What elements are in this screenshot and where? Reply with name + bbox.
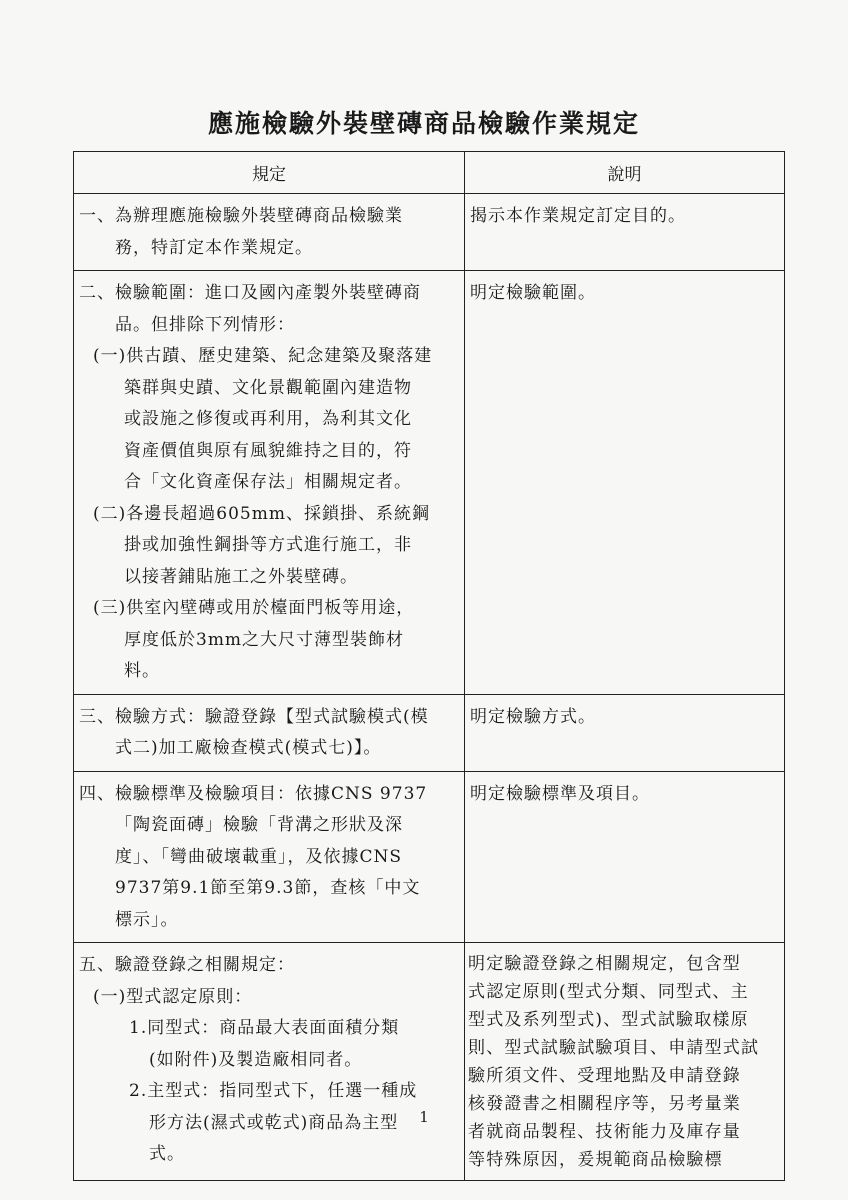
header-explanation: 說明 <box>465 152 785 194</box>
explanation-line: 明定檢驗範圍。 <box>470 283 596 303</box>
rule-line: 「陶瓷面磚」檢驗「背溝之形狀及深 <box>115 815 403 835</box>
explanation-line: 明定驗證登錄之相關規定，包含型 <box>468 954 741 974</box>
explanation-cell <box>465 694 785 771</box>
rule-line: 式。 <box>149 1144 185 1164</box>
rule-line: 以接著鋪貼施工之外裝壁磚。 <box>124 566 358 587</box>
table-header-row <box>74 152 785 194</box>
explanation-line: 驗所須文件、受理地點及申請登錄 <box>468 1066 741 1086</box>
rule-line: 築群與史蹟、文化景觀範圍內建造物 <box>124 377 412 398</box>
explanation-cell <box>465 271 785 695</box>
explanation-line: 明定檢驗方式。 <box>470 706 596 727</box>
explanation-line: 者就商品製程、技術能力及庫存量 <box>468 1122 741 1142</box>
rule-cell <box>74 943 465 1181</box>
rule-cell <box>74 271 465 695</box>
table-row <box>74 271 785 695</box>
rule-line: 度」、「彎曲破壞載重」，及依據CNS <box>115 846 403 867</box>
rule-line: 二、檢驗範圍：進口及國內產製外裝壁磚商 <box>79 283 421 303</box>
page-title: 應施檢驗外裝壁磚商品檢驗作業規定 <box>207 109 640 138</box>
rule-line: 資產價值與原有風貌維持之目的，符 <box>124 440 412 461</box>
table-row <box>74 694 785 771</box>
explanation-line: 核發證書之相關程序等，另考量業 <box>468 1094 741 1114</box>
rule-subitem-line: (一)型式認定原則： <box>93 986 253 1007</box>
explanation-line: 則、型式試驗試驗項目、申請型式試 <box>468 1038 760 1058</box>
rule-line: 料。 <box>124 661 160 681</box>
rule-subitem-line: (一)供古蹟、歷史建築、紀念建築及聚落建 <box>93 346 433 366</box>
explanation-line: 明定檢驗標準及項目。 <box>470 783 650 804</box>
rule-line: 式二)加工廠檢查模式(模式七)】。 <box>115 738 382 758</box>
table-row <box>74 943 785 1181</box>
page-number: 1 <box>419 1108 429 1126</box>
rule-line: 務，特訂定本作業規定。 <box>115 237 313 258</box>
explanation-line: 等特殊原因，爰規範商品檢驗標 <box>468 1150 723 1170</box>
explanation-line: 式認定原則(型式分類、同型式、主 <box>468 982 749 1002</box>
rule-line: (如附件)及製造廠相同者。 <box>149 1049 363 1070</box>
header-rule: 規定 <box>74 152 465 194</box>
rule-line: 標示」。 <box>115 909 179 930</box>
rule-numbered-line: 2.主型式：指同型式下，任選一種成 <box>129 1081 418 1101</box>
table-row <box>74 194 785 271</box>
rule-cell <box>74 694 465 771</box>
rule-line: 一、為辦理應施檢驗外裝壁磚商品檢驗業 <box>79 206 403 226</box>
rule-subitem-line: (二)各邊長超過605mm、採鎖掛、系統鋼 <box>93 503 430 524</box>
rule-line: 9737第9.1節至第9.3節，查核「中文 <box>115 878 421 898</box>
rule-line: 五、驗證登錄之相關規定： <box>79 955 295 975</box>
rule-cell <box>74 771 465 943</box>
explanation-cell <box>465 194 785 271</box>
rule-line: 三、檢驗方式：驗證登錄【型式試驗模式(模 <box>79 706 429 727</box>
rule-cell <box>74 194 465 271</box>
explanation-line: 揭示本作業規定訂定目的。 <box>470 206 686 226</box>
regulation-table <box>73 151 785 1181</box>
explanation-cell <box>465 771 785 943</box>
rule-line: 厚度低於3mm之大尺寸薄型裝飾材 <box>124 629 405 650</box>
rule-subitem-line: (三)供室內壁磚或用於檯面門板等用途， <box>93 598 415 618</box>
rule-line: 形方法(濕式或乾式)商品為主型 <box>149 1112 399 1133</box>
rule-line: 合「文化資產保存法」相關規定者。 <box>124 472 412 492</box>
explanation-line: 型式及系列型式)、型式試驗取樣原 <box>468 1010 749 1030</box>
rule-numbered-line: 1.同型式：商品最大表面面積分類 <box>129 1018 400 1038</box>
explanation-cell <box>465 943 785 1181</box>
rule-line: 或設施之修復或再利用，為利其文化 <box>124 409 412 429</box>
rule-line: 四、檢驗標準及檢驗項目：依據CNS 9737 <box>79 783 428 804</box>
rule-line: 掛或加強性鋼掛等方式進行施工，非 <box>124 535 412 555</box>
rule-line: 品。但排除下列情形： <box>115 314 295 335</box>
table-row <box>74 771 785 943</box>
